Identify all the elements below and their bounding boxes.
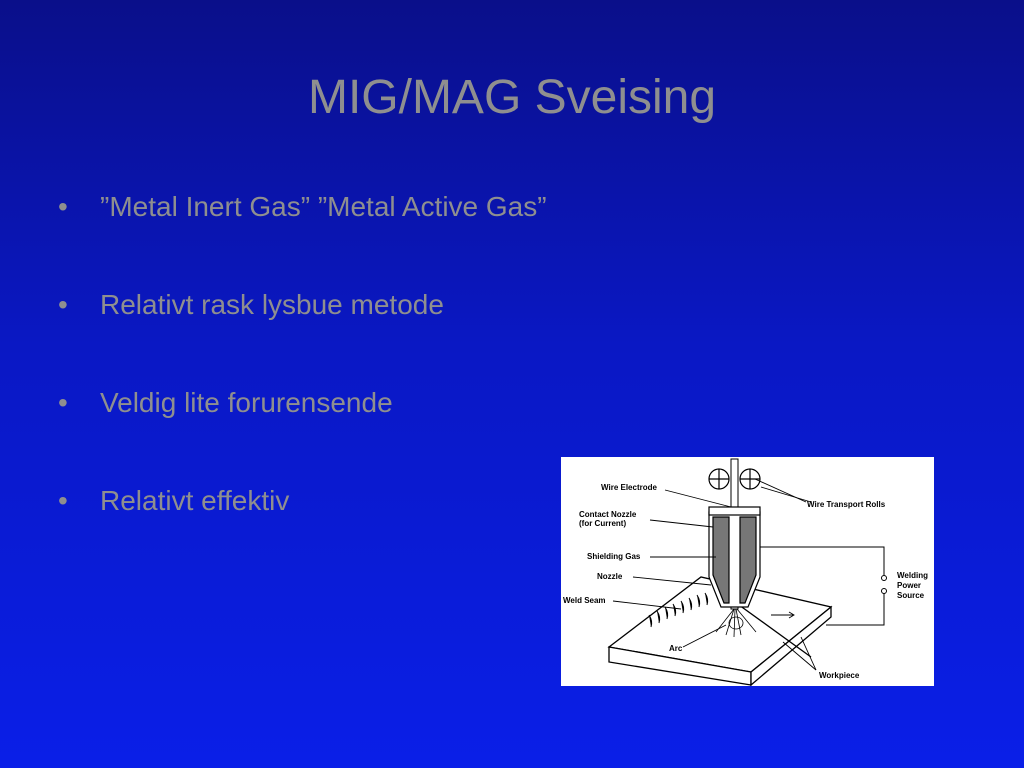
mig-welding-diagram (561, 457, 934, 686)
bullet-item (58, 186, 758, 284)
bullet-text: Relativt effektiv (100, 485, 290, 516)
label-welding: Welding (897, 571, 928, 580)
bullet-text: ”Metal Inert Gas” ”Metal Active Gas” (100, 191, 547, 222)
welding-torch-illustration (561, 457, 934, 686)
label-arc: Arc (669, 644, 683, 653)
bullet-marker: • (58, 191, 68, 222)
label-shielding-gas: Shielding Gas (587, 552, 641, 561)
label-source: Source (897, 591, 925, 600)
label-for-current: (for Current) (579, 519, 627, 528)
label-workpiece: Workpiece (819, 671, 860, 680)
bullet-item (58, 284, 758, 382)
label-weld-seam: Weld Seam (563, 596, 606, 605)
label-wire-electrode: Wire Electrode (601, 483, 657, 492)
label-power: Power (897, 581, 922, 590)
bullet-text: Relativt rask lysbue metode (100, 289, 444, 320)
label-contact-nozzle: Contact Nozzle (579, 510, 637, 519)
bullet-marker: • (58, 289, 68, 320)
label-wire-transport-rolls: Wire Transport Rolls (807, 500, 886, 509)
bullet-text: Veldig lite forurensende (100, 387, 393, 418)
torch-nozzle-shape (709, 507, 760, 607)
slide-title: MIG/MAG Sveising (307, 71, 717, 124)
label-nozzle: Nozzle (597, 572, 623, 581)
bullet-marker: • (58, 387, 68, 418)
bullet-marker: • (58, 485, 68, 516)
